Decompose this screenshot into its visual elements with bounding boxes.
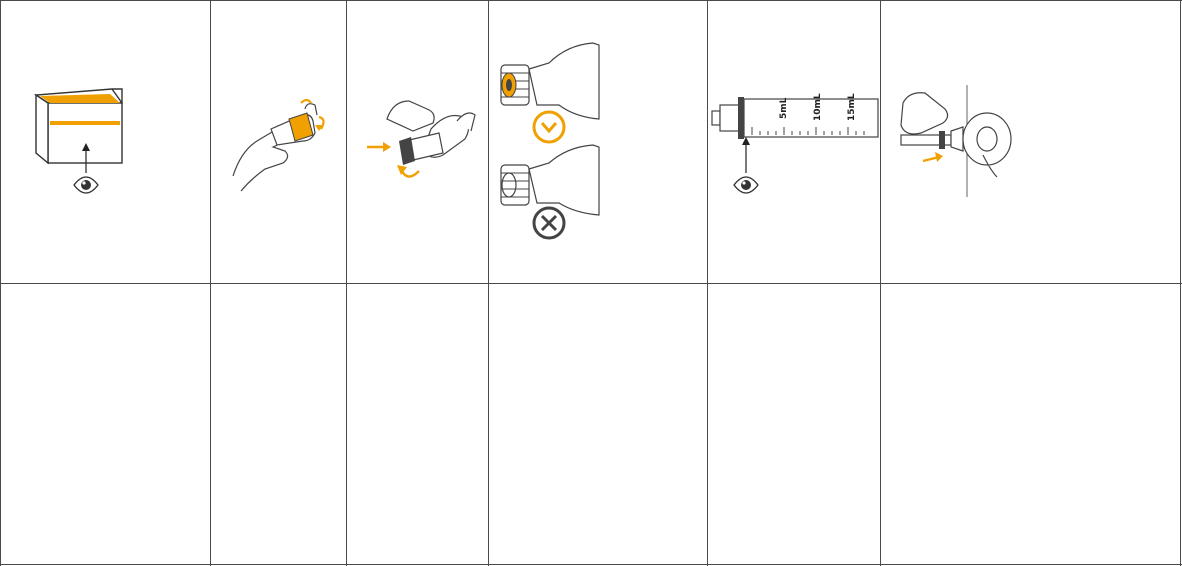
illustration-remove-cap bbox=[347, 1, 488, 283]
syringe-mark-10: 10mL bbox=[813, 93, 823, 121]
eye-icon bbox=[74, 177, 98, 193]
illustration-check-adapter bbox=[489, 1, 707, 283]
cross-icon bbox=[534, 208, 564, 238]
syringe-mark-15: 15mL bbox=[847, 93, 857, 121]
illustration-syringe bbox=[708, 1, 880, 283]
text-cell-adapter bbox=[490, 284, 706, 564]
illustration-insert-syringe bbox=[881, 1, 1180, 283]
text-cell-step-3 bbox=[212, 284, 345, 564]
text-cell-step-2 bbox=[2, 284, 209, 564]
eye-icon bbox=[734, 177, 758, 193]
check-icon bbox=[534, 112, 564, 142]
illustration-check-box-date bbox=[0, 1, 210, 283]
text-cell-remove-cap bbox=[348, 284, 487, 564]
syringe-mark-5: 5mL bbox=[779, 97, 789, 119]
illustration-swirl-bottle bbox=[211, 1, 346, 283]
grid-bottom bbox=[0, 564, 1182, 565]
grid-right bbox=[1180, 0, 1181, 566]
text-cell-step-4 bbox=[882, 284, 1179, 564]
text-cell-plunger bbox=[709, 284, 879, 564]
